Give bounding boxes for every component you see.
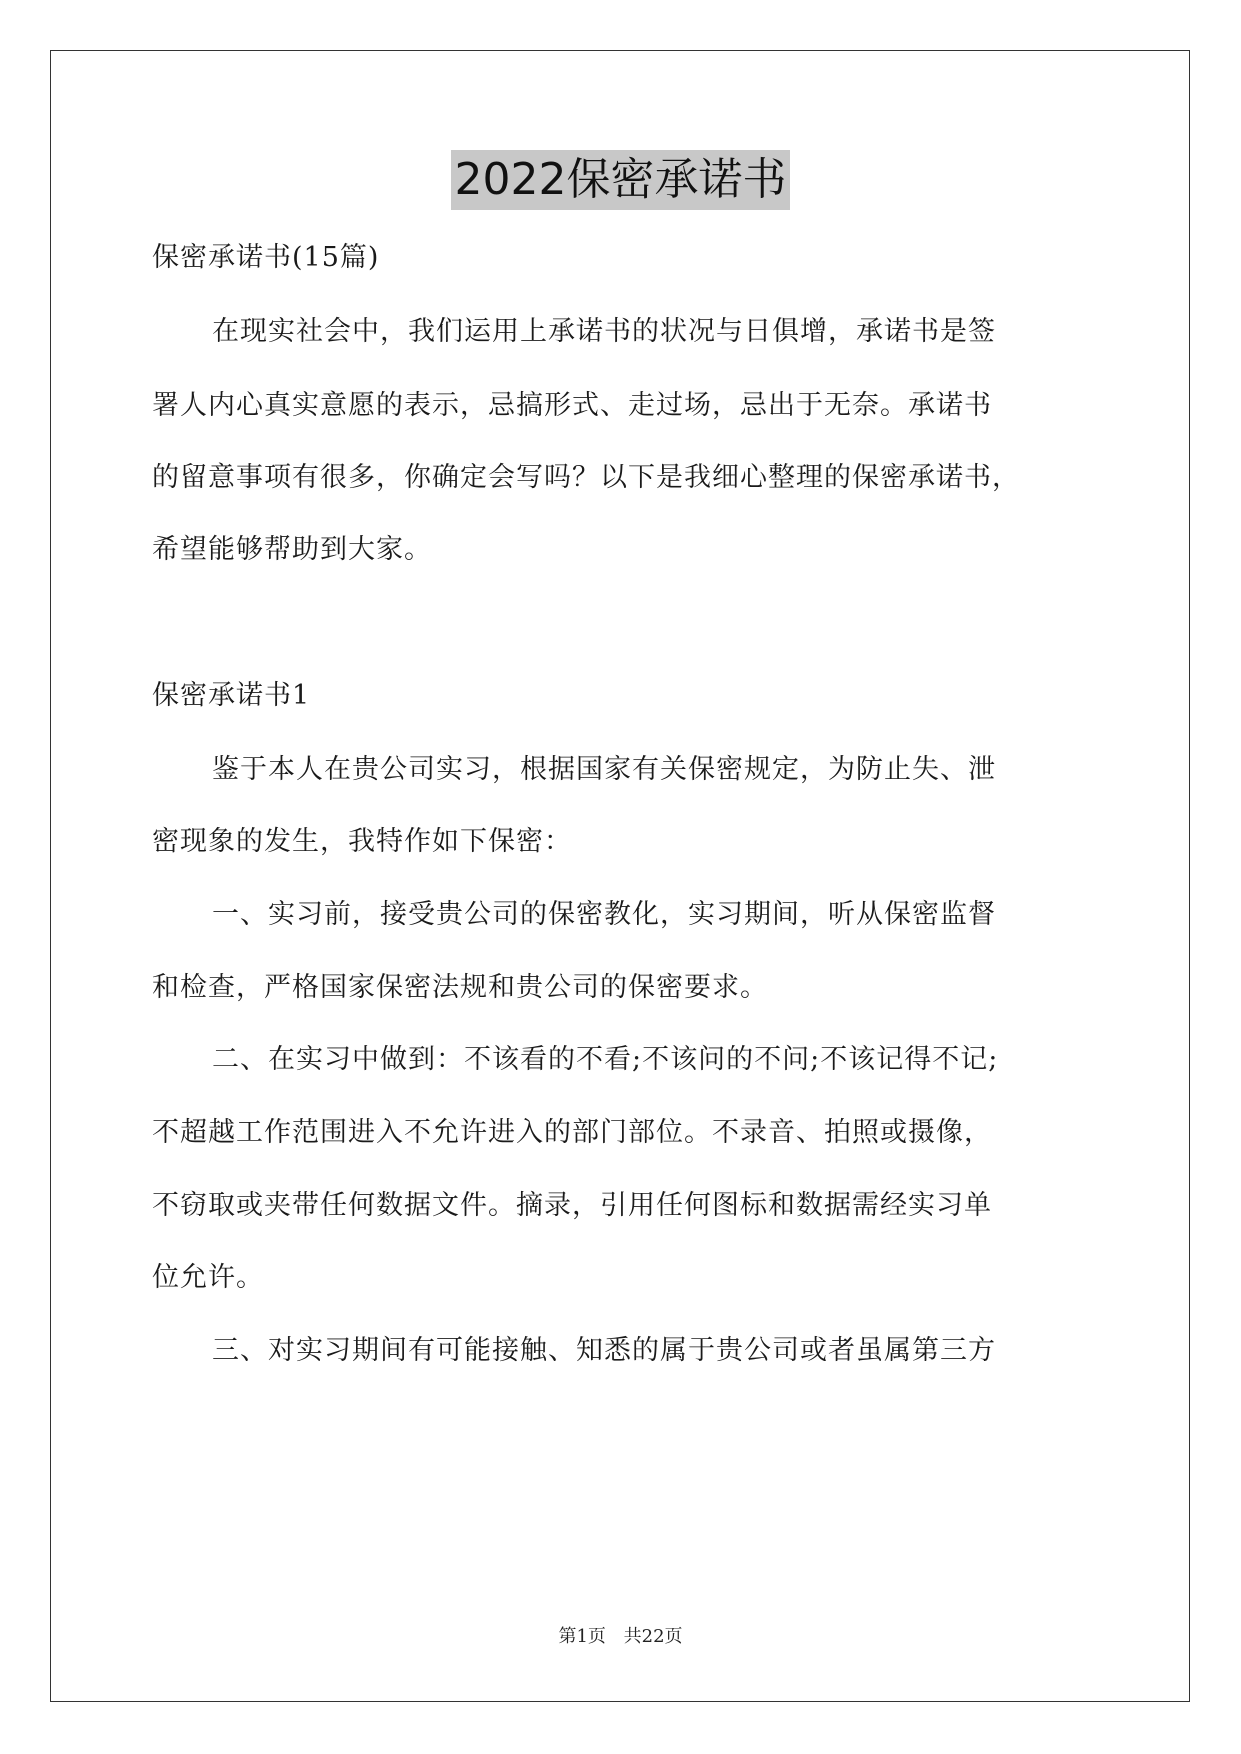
intro-line-2: 署人内心真实意愿的表示，忌搞形式、走过场，忌出于无奈。承诺书 bbox=[152, 390, 992, 421]
body-line-5: 二、在实习中做到：不该看的不看;不该问的不问;不该记得不记; bbox=[212, 1044, 999, 1075]
body-line-3: 一、实习前，接受贵公司的保密教化，实习期间，听从保密监督 bbox=[212, 899, 996, 930]
body-line-4: 和检查，严格国家保密法规和贵公司的保密要求。 bbox=[152, 972, 768, 1003]
intro-line-1: 在现实社会中，我们运用上承诺书的状况与日俱增，承诺书是签 bbox=[212, 316, 996, 347]
document-subtitle: 保密承诺书(15篇) bbox=[152, 242, 380, 273]
body-line-8: 位允许。 bbox=[152, 1262, 264, 1293]
body-line-1: 鉴于本人在贵公司实习，根据国家有关保密规定，为防止失、泄 bbox=[212, 754, 996, 785]
intro-line-3: 的留意事项有很多，你确定会写吗？以下是我细心整理的保密承诺书， bbox=[152, 462, 1020, 493]
body-line-2: 密现象的发生，我特作如下保密： bbox=[152, 826, 572, 857]
page-number: 第1页 bbox=[558, 1626, 606, 1647]
title-container bbox=[0, 150, 1241, 210]
body-line-9: 三、对实习期间有可能接触、知悉的属于贵公司或者虽属第三方 bbox=[212, 1335, 996, 1366]
page-footer bbox=[0, 1625, 1241, 1649]
page-border bbox=[50, 50, 1190, 1702]
page-total: 共22页 bbox=[623, 1626, 683, 1647]
body-line-6: 不超越工作范围进入不允许进入的部门部位。不录音、拍照或摄像， bbox=[152, 1117, 992, 1148]
intro-line-4: 希望能够帮助到大家。 bbox=[152, 534, 432, 565]
body-line-7: 不窃取或夹带任何数据文件。摘录，引用任何图标和数据需经实习单 bbox=[152, 1190, 992, 1221]
document-title: 2022保密承诺书 bbox=[451, 150, 791, 210]
section-heading: 保密承诺书1 bbox=[152, 680, 311, 711]
